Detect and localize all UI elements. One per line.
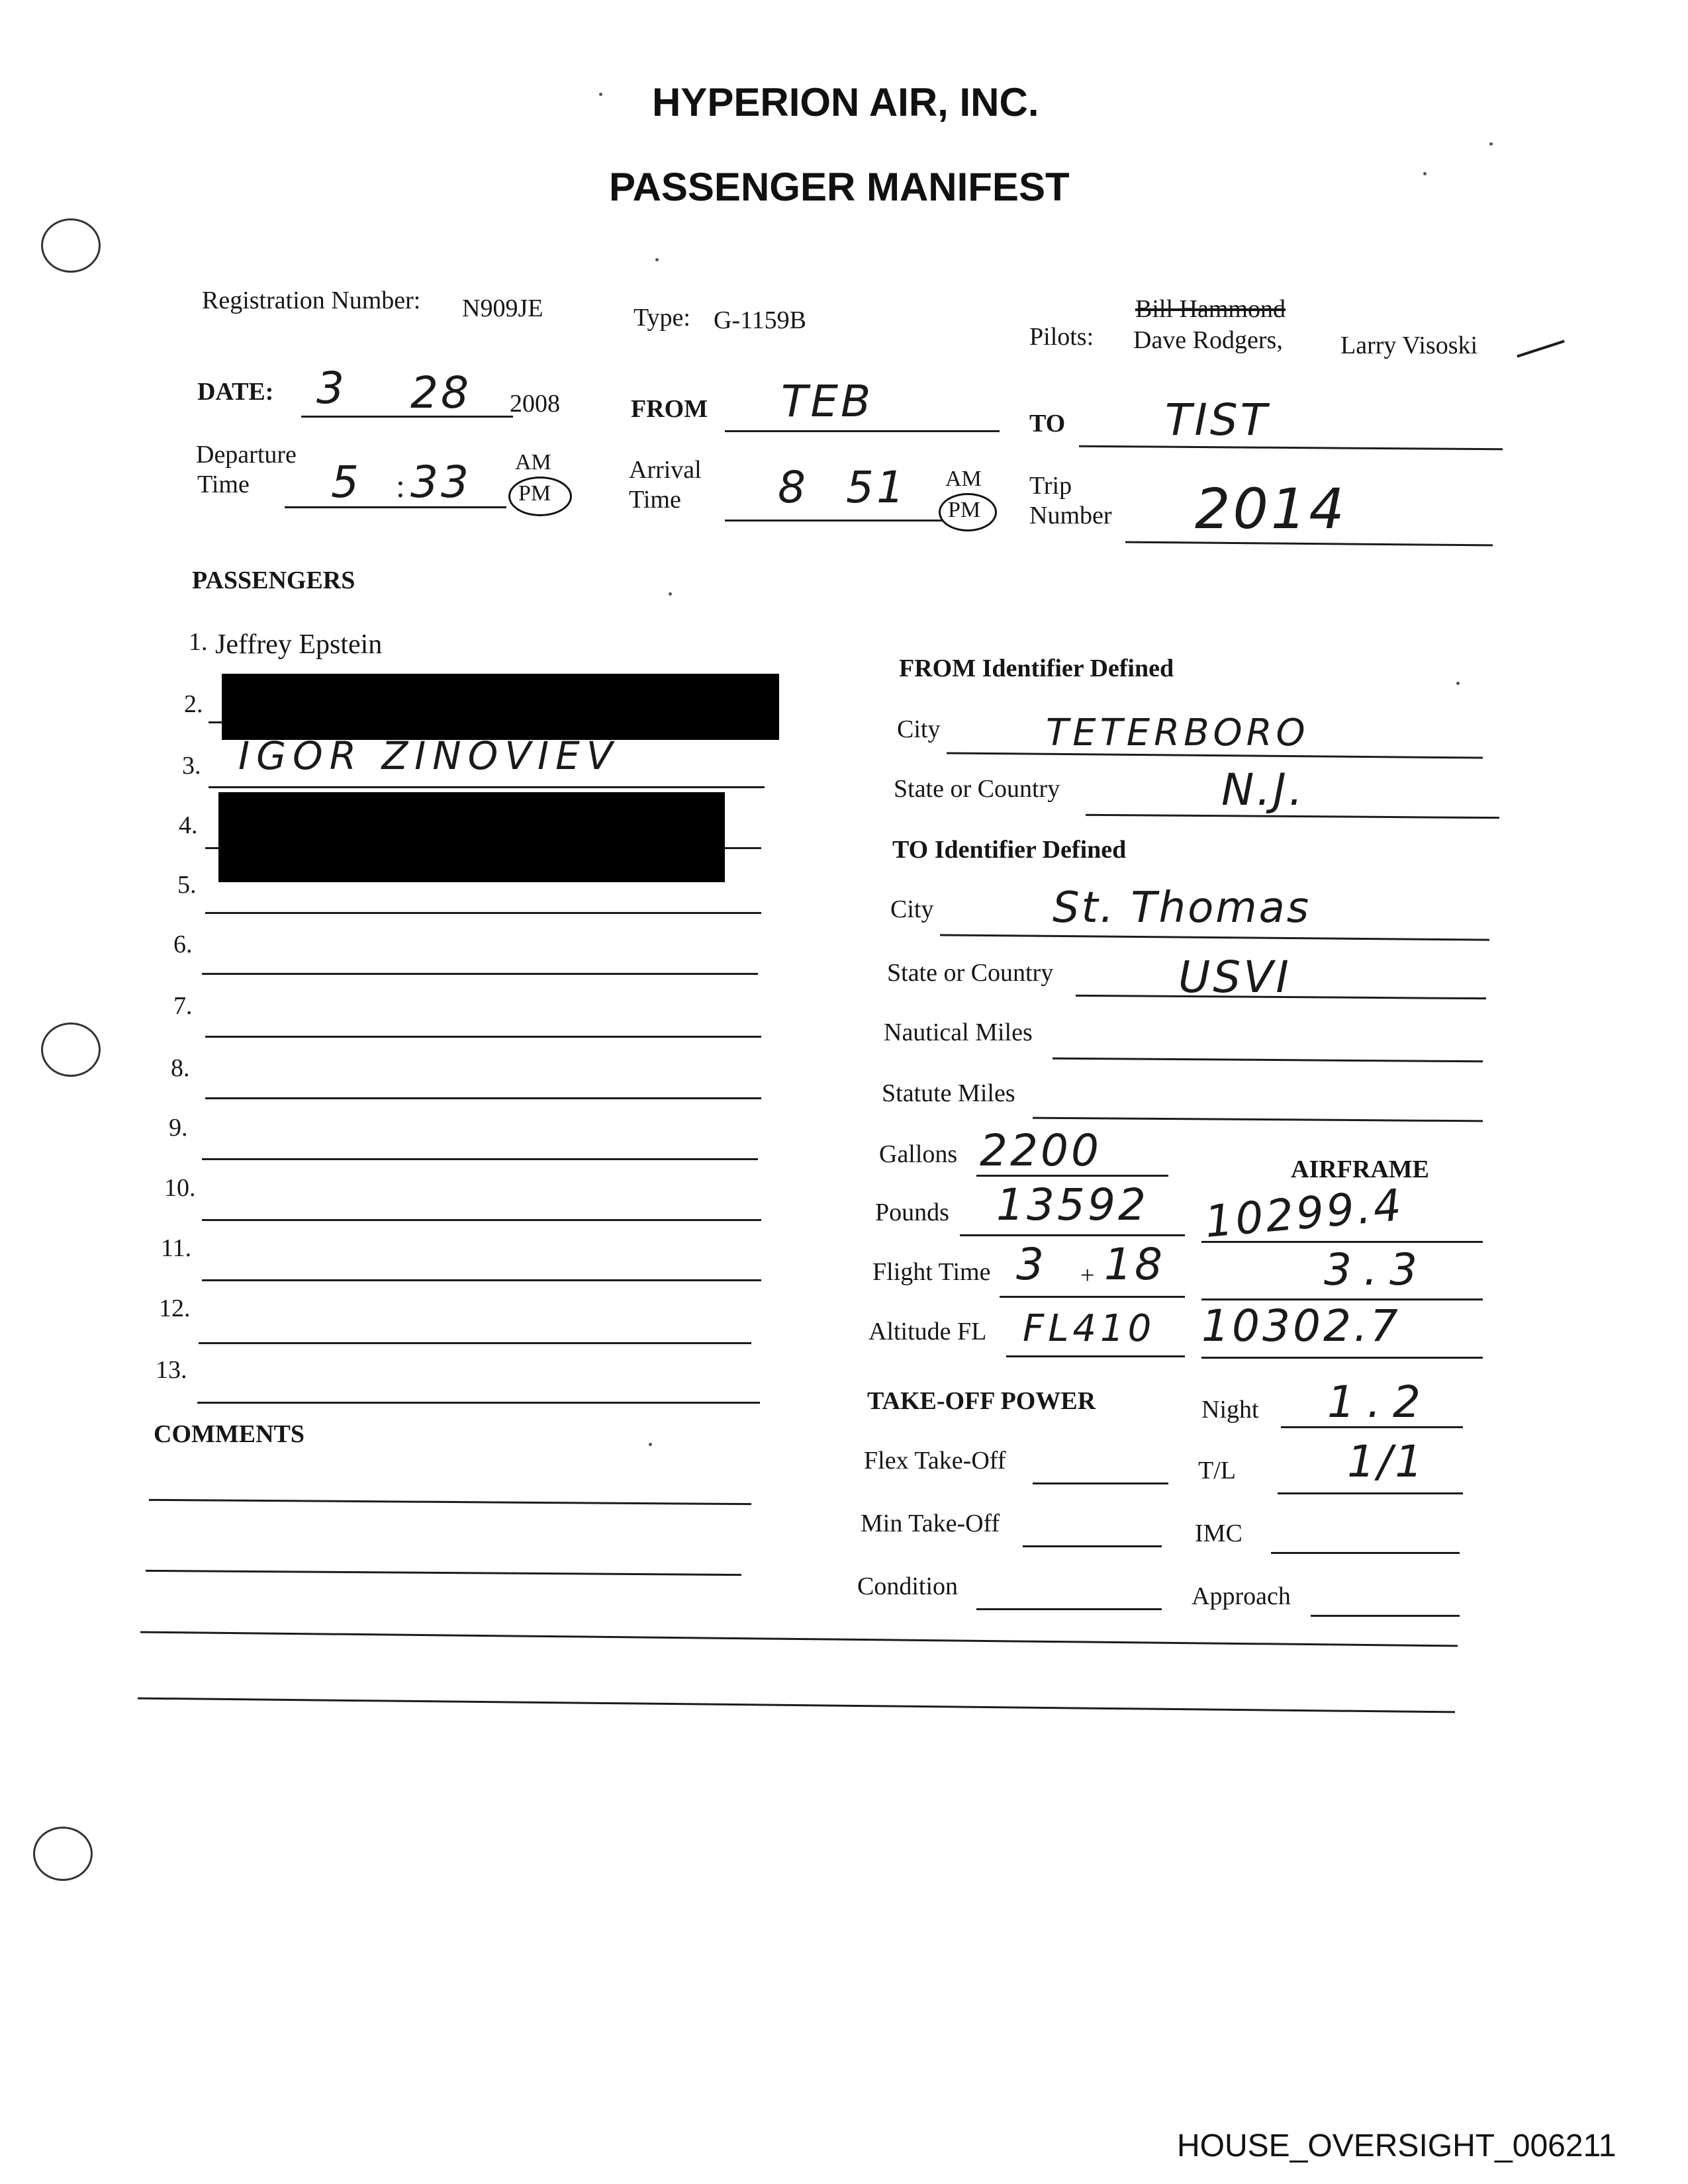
passenger-line: [202, 973, 758, 975]
registration-label: Registration Number:: [202, 287, 421, 314]
to-value: TIST: [1165, 394, 1270, 445]
departure-pm-circle: [508, 477, 572, 516]
passenger-number: 11.: [161, 1234, 192, 1262]
night-line: [1281, 1426, 1463, 1428]
departure-label-1: Departure: [196, 441, 297, 469]
to-city-line: [940, 934, 1489, 940]
arrival-pm-circle: [939, 493, 997, 531]
passenger-number: 5.: [177, 871, 197, 899]
type-value: G-1159B: [714, 306, 807, 334]
scan-speck: [655, 258, 659, 261]
flight-time-hours: 3: [1016, 1239, 1047, 1290]
takeoff-power-label: TAKE-OFF POWER: [867, 1387, 1096, 1415]
pilots-label: Pilots:: [1029, 323, 1094, 351]
gallons-label: Gallons: [879, 1140, 958, 1168]
redaction-box: [222, 674, 779, 740]
comment-line: [146, 1570, 741, 1576]
passenger-number: 6.: [173, 931, 193, 958]
altitude-value: FL410: [1023, 1307, 1156, 1350]
to-state-label: State or Country: [887, 959, 1054, 987]
passenger-number: 3.: [182, 752, 201, 780]
bates-number: HOUSE_OVERSIGHT_006211: [1177, 2128, 1617, 2163]
scan-speck: [649, 1443, 652, 1446]
scan-speck: [599, 93, 602, 96]
approach-label: Approach: [1192, 1582, 1291, 1610]
passenger-line: [205, 912, 761, 914]
tl-line: [1278, 1492, 1463, 1494]
passenger-line: [197, 1402, 760, 1404]
arrival-hour: 8: [778, 462, 808, 513]
condition-line: [976, 1608, 1162, 1610]
from-line: [725, 430, 1000, 432]
passenger-line: [202, 1219, 761, 1221]
arrival-label-2: Time: [629, 486, 681, 514]
comment-line: [140, 1631, 1458, 1647]
passenger-line: [205, 1097, 761, 1099]
to-identifier-heading: TO Identifier Defined: [892, 836, 1127, 864]
departure-am: AM: [515, 450, 551, 475]
airframe-start: 10299.4: [1203, 1179, 1406, 1248]
tl-value: 1/1: [1347, 1436, 1426, 1487]
gallons-line: [976, 1175, 1168, 1177]
passengers-heading: PASSENGERS: [192, 567, 355, 594]
checkmark-stroke: [1517, 340, 1565, 358]
passenger-number: 10.: [164, 1174, 196, 1202]
arrival-am: AM: [945, 467, 982, 491]
date-label: DATE:: [197, 378, 274, 406]
passenger-line: [202, 1279, 761, 1281]
statute-miles-line: [1033, 1117, 1483, 1122]
binder-hole: [33, 1827, 93, 1881]
date-line: [301, 416, 513, 418]
to-city-value: St. Thomas: [1053, 884, 1311, 933]
registration-value: N909JE: [462, 295, 543, 322]
to-city-label: City: [890, 895, 934, 923]
arrival-line: [725, 520, 943, 522]
passenger-line: [205, 1036, 761, 1038]
to-state-value: USVI: [1178, 952, 1291, 1003]
scan-speck: [669, 592, 672, 596]
type-label: Type:: [633, 304, 690, 332]
altitude-line: [1006, 1355, 1185, 1357]
pounds-value: 13592: [996, 1179, 1149, 1230]
arrival-label-1: Arrival: [629, 456, 702, 484]
binder-hole: [41, 1023, 101, 1077]
scan-speck: [1456, 682, 1460, 685]
trip-number-value: 2014: [1195, 477, 1347, 541]
document-title: PASSENGER MANIFEST: [609, 165, 1070, 209]
flight-time-line: [1000, 1296, 1185, 1298]
passenger-name-handwritten: IGOR ZINOVIEV: [238, 733, 620, 778]
nautical-miles-label: Nautical Miles: [884, 1019, 1033, 1046]
pounds-label: Pounds: [875, 1199, 949, 1226]
altitude-label: Altitude FL: [868, 1318, 987, 1345]
passenger-number: 2.: [184, 690, 203, 718]
passenger-line: [199, 1342, 751, 1344]
from-identifier-heading: FROM Identifier Defined: [899, 655, 1174, 682]
passenger-number: 13.: [156, 1356, 187, 1384]
night-label: Night: [1201, 1396, 1259, 1424]
arrival-minute: 51: [846, 462, 907, 513]
time-colon: :: [396, 467, 405, 504]
flex-takeoff-label: Flex Take-Off: [864, 1447, 1006, 1475]
nautical-miles-line: [1053, 1058, 1483, 1063]
comments-label: COMMENTS: [154, 1420, 305, 1448]
min-takeoff-line: [1023, 1545, 1162, 1547]
airframe-total-line: [1201, 1357, 1483, 1359]
trip-line: [1125, 541, 1493, 547]
passenger-number: 12.: [159, 1295, 191, 1322]
trip-label-2: Number: [1029, 502, 1112, 529]
scan-speck: [1489, 142, 1493, 146]
departure-pm: PM: [518, 481, 551, 506]
pilot-third: Larry Visoski: [1340, 332, 1478, 359]
pilots-value: Dave Rodgers,: [1133, 326, 1283, 354]
company-name: HYPERION AIR, INC.: [652, 80, 1039, 124]
from-city-label: City: [897, 715, 941, 743]
flight-time-plus: +: [1080, 1261, 1095, 1289]
imc-line: [1271, 1552, 1460, 1554]
flex-takeoff-line: [1033, 1482, 1168, 1484]
night-value: 1.2: [1327, 1377, 1432, 1428]
comment-line: [149, 1499, 751, 1505]
flight-time-label: Flight Time: [872, 1258, 991, 1286]
date-month: 3: [316, 363, 347, 414]
departure-line: [285, 506, 506, 508]
trip-label-1: Trip: [1029, 472, 1072, 500]
statute-miles-label: Statute Miles: [882, 1079, 1015, 1107]
date-year: 2008: [510, 390, 560, 418]
pounds-line: [960, 1234, 1185, 1236]
passenger-line: [202, 1158, 758, 1160]
date-day: 28: [410, 367, 471, 418]
pilot-struck-name: Bill Hammond: [1135, 295, 1286, 323]
from-state-value: N.J.: [1221, 764, 1305, 815]
comment-line: [138, 1698, 1455, 1713]
approach-line: [1311, 1615, 1460, 1617]
departure-hour: 5: [331, 457, 361, 508]
condition-label: Condition: [857, 1572, 959, 1600]
from-label: FROM: [631, 395, 708, 423]
passenger-name: Jeffrey Epstein: [215, 629, 383, 660]
arrival-pm: PM: [948, 498, 981, 522]
binder-hole: [41, 218, 101, 273]
imc-label: IMC: [1195, 1520, 1243, 1547]
from-value: TEB: [781, 376, 874, 427]
to-line: [1079, 445, 1503, 450]
passenger-number: 8.: [171, 1054, 190, 1082]
passenger-number: 4.: [179, 811, 198, 839]
airframe-add: 3.3: [1324, 1244, 1429, 1295]
gallons-value: 2200: [980, 1125, 1102, 1176]
passenger-line: [209, 786, 765, 788]
redaction-box: [218, 792, 725, 882]
from-city-value: TETERBORO: [1046, 711, 1309, 754]
airframe-total: 10302.7: [1201, 1300, 1401, 1351]
departure-minute: 33: [410, 457, 471, 508]
flight-time-minutes: 18: [1104, 1239, 1165, 1290]
departure-label-2: Time: [197, 471, 250, 498]
airframe-start-line: [1201, 1241, 1483, 1243]
to-label: TO: [1029, 410, 1066, 437]
scan-speck: [1423, 172, 1427, 175]
passenger-number: 1.: [189, 628, 208, 656]
passenger-number: 9.: [169, 1114, 188, 1142]
min-takeoff-label: Min Take-Off: [861, 1510, 1000, 1537]
airframe-label: AIRFRAME: [1291, 1156, 1429, 1183]
tl-label: T/L: [1198, 1457, 1236, 1484]
passenger-number: 7.: [173, 992, 193, 1020]
from-state-label: State or Country: [894, 775, 1060, 803]
